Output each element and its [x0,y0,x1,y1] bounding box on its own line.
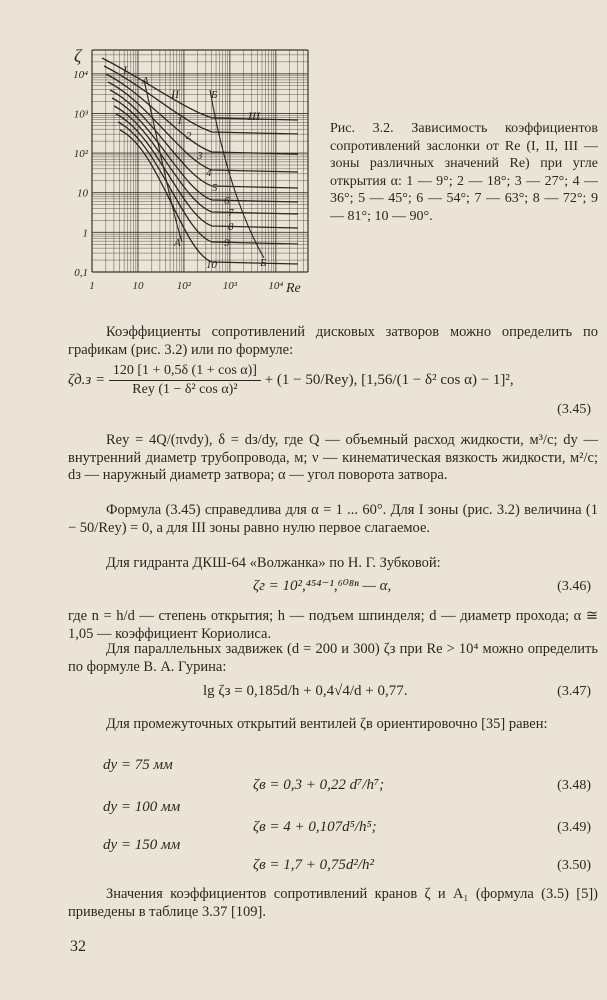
resistance-chart [60,40,320,305]
equation-3-50: ζв = 1,7 + 0,75d²/h² [253,857,374,873]
paragraph-6: Для параллельных задвижек (d = 200 и 300) ζз при Re > 10⁴ можно определить по формуле В. А. Гурина: [68,641,598,675]
equation-number-3-48: (3.48) [557,778,591,793]
equation-3-46: ζг = 10²,⁴⁵⁴⁻¹,⁶⁰⁸ⁿ — α, [253,578,392,594]
y-tick-label: 10³ [73,108,88,121]
curve-label-6: 6 [224,195,230,207]
marker-A-bottom: А [174,237,181,249]
curve-label-3: 3 [197,150,203,162]
equation-number-3-46: (3.46) [557,579,591,594]
equation-number-3-50: (3.50) [557,858,591,873]
equation-number-3-45: (3.45) [557,402,591,417]
zone-label-II: II [171,87,179,101]
dy-150: dу = 150 мм [103,837,181,853]
x-tick-labels [89,280,283,292]
dy-75: dу = 75 мм [103,757,173,773]
curve-label-5: 5 [212,182,218,194]
paragraph-4: Для гидранта ДКШ-64 «Волжанка» по Н. Г. Зубковой: [106,555,441,571]
paragraph-1: Коэффициенты сопротивлений дисковых затворов можно определить по графикам (рис. 3.2) или по формуле: [68,324,598,358]
marker-B-bottom: Б [260,257,267,269]
equation-number-3-49: (3.49) [557,820,591,835]
paragraph-5: где n = h/d — степень открытия; h — подъем шпинделя; d — диаметр прохода; α ≅ 1,05 — коэффициент Кориолиса. [68,608,598,642]
zone-label-III: III [248,109,260,123]
page-number: 32 [70,938,86,955]
equation-3-47: lg ζз = 0,185d/h + 0,4√4/d + 0,77. [203,683,408,699]
eq345-numerator: 120 [1 + 0,5δ (1 + cos α)] [109,362,261,381]
eq345-denominator: Reу (1 − δ² cos α)² [132,382,238,397]
y-tick-labels [73,69,89,279]
y-tick-label: 10⁴ [73,68,88,81]
equation-3-45 [68,362,607,399]
equation-number-3-47: (3.47) [557,684,591,699]
x-tick-label: 10² [176,280,192,292]
equation-3-49: ζв = 4 + 0,107d⁵/h⁵; [253,819,377,835]
x-tick-label: 10⁴ [268,280,284,292]
y-axis-label: ζ [74,46,82,66]
marker-B-top: Б [211,89,218,101]
x-tick-label: 10³ [222,280,238,292]
y-tick-label: 10² [73,148,88,161]
y-tick-label: 10 [77,187,88,200]
eq345-left: ζд.з = [68,371,106,388]
curve-label-4: 4 [206,167,212,179]
y-tick-label: 1 [82,227,88,240]
curve-label-2: 2 [186,130,192,142]
curve-label-10: 10 [206,259,217,271]
marker-A-top: А [142,75,149,87]
x-axis-label: Re [286,281,301,296]
curve-label-7: 7 [228,207,234,219]
eq345-right: + (1 − 50/Reу), [1,56/(1 − δ² cos α) − 1]², [264,371,514,388]
y-tick-label: 0,1 [74,267,88,279]
eq345-fraction [109,362,261,399]
figure-caption: Рис. 3.2. Зависимость коэффициентов сопротивлений заслонки от Re (I, II, III — зоны различных значений Re) при угле открытия α: 1 — 9°; 2 — 18°; 3 — 27°; 4 — 36°; 5 — 45°; 6 — 54°; 7 — 63°; 8 — 72°; 9 — 81°; 10 — 90°. [330,121,598,224]
x-tick-label: 1 [89,280,95,292]
x-tick-label: 10 [132,280,144,292]
curve-label-1: 1 [177,115,183,127]
curve-4 [108,82,298,172]
equation-3-48: ζв = 0,3 + 0,22 d⁷/h⁷; [253,777,385,793]
zone-label-I: I [123,63,127,77]
paragraph-2: Reу = 4Q/(πνdу), δ = dз/dу, где Q — объемный расход жидкости, м³/с; dу — внутренний диаметр трубопровода, м; ν — кинематическая вязкость жидкости, м²/с; dз — наружный диаметр затвора; α — угол поворота затвора. [68,432,598,483]
paragraph-3: Формула (3.45) справедлива для α = 1 ... 60°. Для I зоны (рис. 3.2) величина (1 − 50/Reу) = 0, а для III зоны равно нулю первое слагаемое. [68,502,598,536]
paragraph-7: Для промежуточных открытий вентилей ζв ориентировочно [35] равен: [106,716,548,732]
curve-label-8: 8 [228,221,234,233]
curve-label-9: 9 [224,237,230,249]
dy-100: dу = 100 мм [103,799,181,815]
paragraph-8: Значения коэффициентов сопротивлений кранов ζ и A₁ (формула (3.5) [5]) приведены в таблице 3.37 [109]. [68,886,598,920]
